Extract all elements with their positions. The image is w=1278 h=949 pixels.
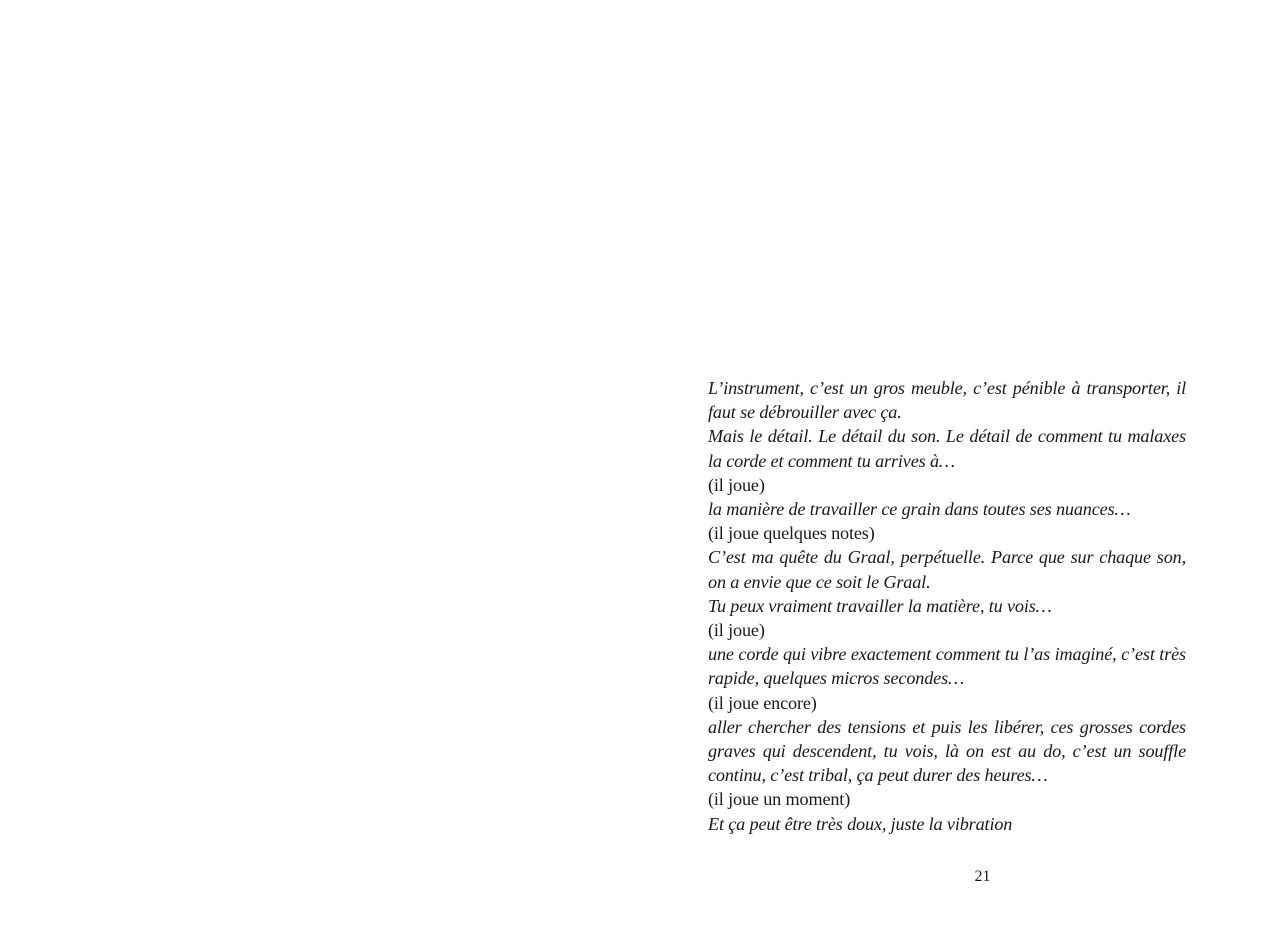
right-page	[639, 0, 1278, 949]
speech-line: une corde qui vibre exactement comment tu l’as imaginé, c’est très rapide, quelques micros secondes…	[708, 644, 1186, 689]
transcript-text-block	[708, 376, 1186, 836]
speech-line: la manière de travailler ce grain dans toutes ses nuances…	[708, 499, 1131, 520]
stage-direction: (il joue encore)	[708, 692, 817, 713]
stage-direction: (il joue quelques notes)	[708, 523, 875, 544]
speech-line: Et ça peut être très doux, juste la vibration	[708, 813, 1013, 834]
stage-direction: (il joue un moment)	[708, 789, 851, 810]
speech-line: aller chercher des tensions et puis les libérer, ces grosses cordes graves qui descendent, tu vois, là on est au do, c’est un souffle continu, c’est tribal, ça peut durer des heures…	[708, 716, 1186, 786]
page-number: 21	[974, 868, 991, 885]
speech-line: Mais le détail. Le détail du son. Le détail de comment tu malaxes la corde et comment tu arrives à…	[708, 426, 1186, 471]
speech-line: L’instrument, c’est un gros meuble, c’est pénible à transporter, il faut se débrouiller avec ça.	[708, 378, 1186, 423]
stage-direction: (il joue)	[708, 474, 765, 495]
stage-direction: (il joue)	[708, 620, 765, 641]
speech-line: C’est ma quête du Graal, perpétuelle. Parce que sur chaque son, on a envie que ce soit le Graal.	[708, 547, 1186, 592]
speech-line: Tu peux vraiment travailler la matière, tu vois…	[708, 595, 1052, 616]
